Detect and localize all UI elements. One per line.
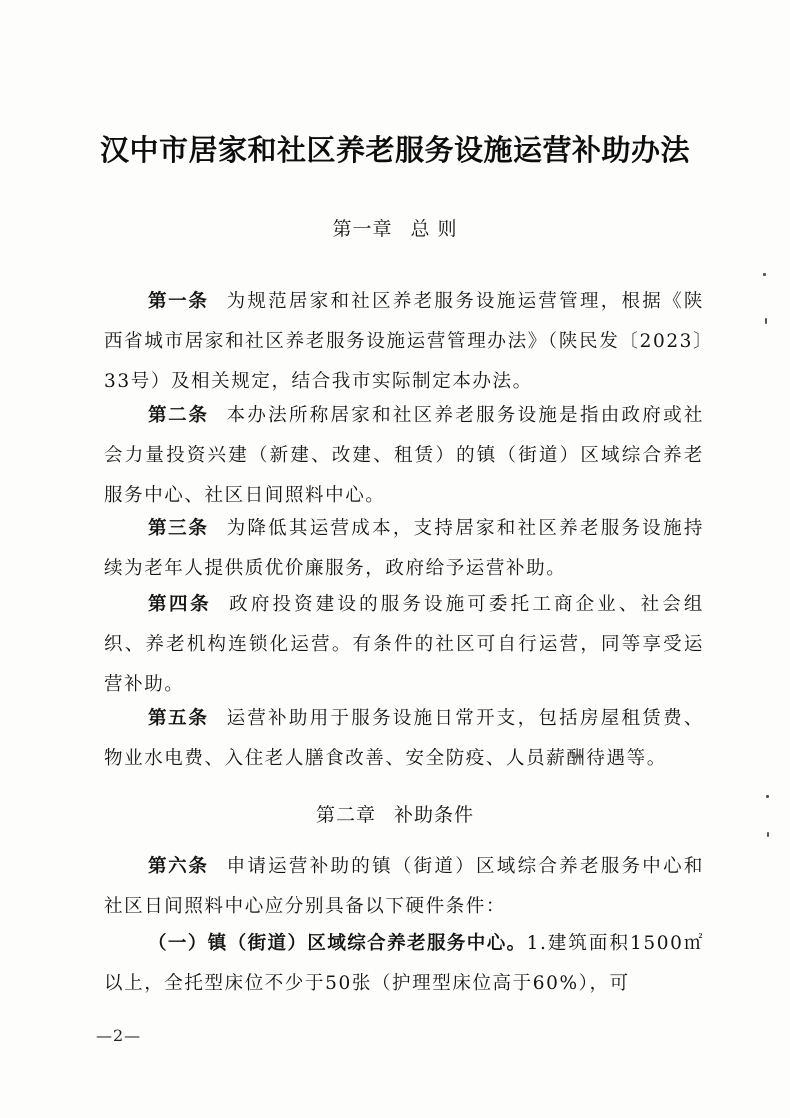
- article-label: 第一条: [148, 291, 209, 312]
- article-text: 申请运营补助的镇（街道）区域综合养老服务中心和社区日间照料中心应分别具备以下硬件条件：: [104, 856, 704, 917]
- clause-1: [104, 924, 704, 1004]
- chapter-name: 总 则: [410, 218, 458, 240]
- article-1: [104, 282, 704, 402]
- article-5: [104, 699, 704, 779]
- article-label: 第六条: [148, 856, 209, 877]
- article-text: 为降低其运营成本，支持居家和社区养老服务设施持续为老年人提供质优价廉服务，政府给予运营补助。: [104, 518, 704, 579]
- document-title: 汉中市居家和社区养老服务设施运营补助办法: [99, 133, 690, 167]
- page-number: —2—: [96, 1026, 142, 1045]
- article-text: 运营补助用于服务设施日常开支，包括房屋租赁费、物业水电费、入住老人膳食改善、安全防疫、人员薪酬待遇等。: [104, 708, 704, 769]
- article-2: [104, 396, 704, 516]
- chapter-heading-1: [0, 214, 790, 241]
- article-label: 第二条: [148, 405, 209, 426]
- chapter-number: 第二章: [315, 804, 376, 826]
- scan-speck: [766, 795, 769, 798]
- chapter-heading-2: [0, 800, 790, 827]
- article-6: [104, 847, 704, 927]
- article-4: [104, 585, 704, 705]
- scan-speck: [767, 832, 769, 837]
- article-label: 第三条: [148, 518, 209, 539]
- article-text: 政府投资建设的服务设施可委托工商企业、社会组织、养老机构连锁化运营。有条件的社区可自行运营，同等享受运营补助。: [104, 594, 704, 695]
- article-text: 本办法所称居家和社区养老服务设施是指由政府或社会力量投资兴建（新建、改建、租赁）的镇（街道）区域综合养老服务中心、社区日间照料中心。: [104, 405, 704, 506]
- scan-speck: [765, 318, 767, 324]
- clause-heading: （一）镇（街道）区域综合养老服务中心。: [148, 933, 527, 954]
- clause-text: 1.建筑面积1500㎡以上，全托型床位不少于50张（护理型床位高于60%），可: [104, 933, 704, 994]
- chapter-number: 第一章: [332, 218, 393, 240]
- article-text: 为规范居家和社区养老服务设施运营管理，根据《陕西省城市居家和社区养老服务设施运营管理办法》（陕民发〔2023〕33号）及相关规定，结合我市实际制定本办法。: [104, 291, 704, 392]
- scan-speck: [763, 273, 766, 276]
- article-label: 第五条: [148, 708, 209, 729]
- article-3: [104, 509, 704, 589]
- article-label: 第四条: [148, 594, 212, 615]
- chapter-name: 补助条件: [394, 804, 475, 826]
